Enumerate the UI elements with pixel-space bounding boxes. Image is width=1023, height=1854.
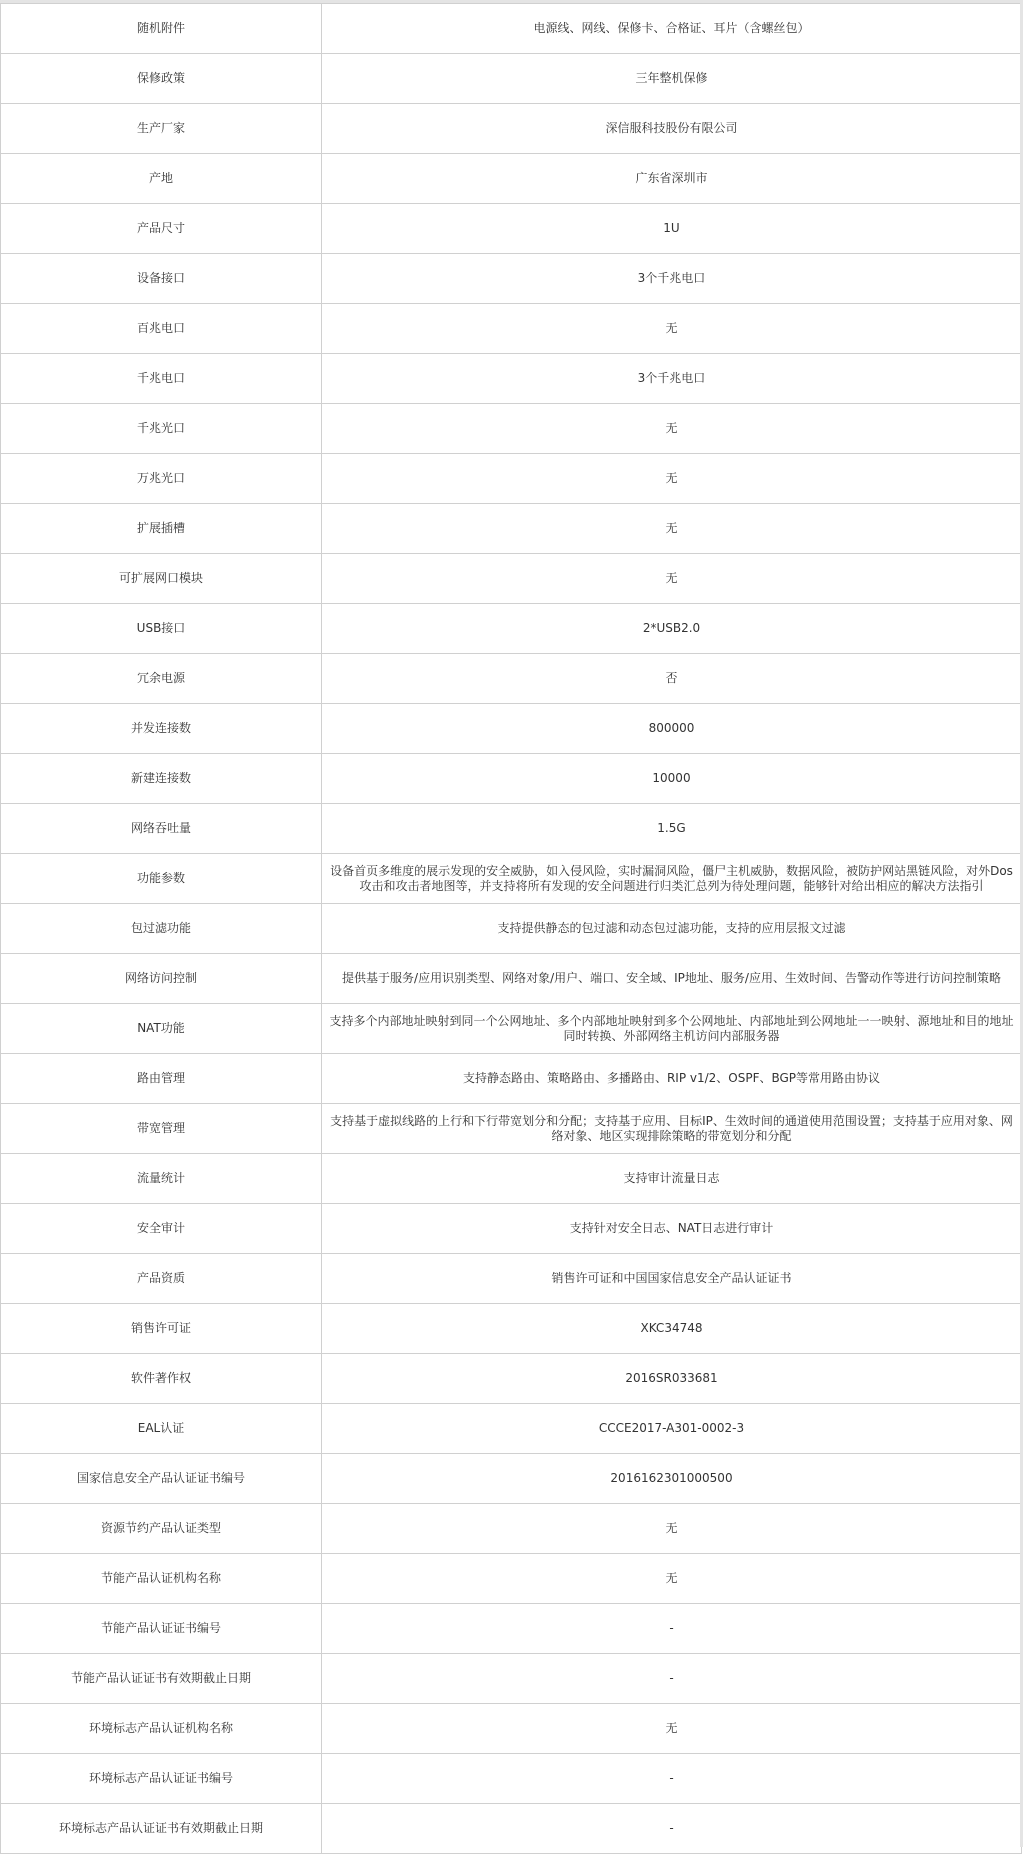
spec-label: 可扩展网口模块 [1,554,322,604]
spec-value: 支持基于虚拟线路的上行和下行带宽划分和分配；支持基于应用、目标IP、生效时间的通道使用范围设置；支持基于应用对象、网络对象、地区实现排除策略的带宽划分和分配 [322,1104,1022,1154]
table-row [1,204,1022,254]
spec-label: 百兆电口 [1,304,322,354]
spec-value: 否 [322,654,1022,704]
table-row [1,1654,1022,1704]
spec-value: 无 [322,304,1022,354]
spec-label: 新建连接数 [1,754,322,804]
spec-label: 千兆电口 [1,354,322,404]
table-row [1,754,1022,804]
table-row [1,104,1022,154]
spec-value: 支持静态路由、策略路由、多播路由、RIP v1/2、OSPF、BGP等常用路由协议 [322,1054,1022,1104]
table-row [1,254,1022,304]
spec-label: 产品资质 [1,1254,322,1304]
table-row [1,354,1022,404]
spec-label: 环境标志产品认证机构名称 [1,1704,322,1754]
spec-value: 支持针对安全日志、NAT日志进行审计 [322,1204,1022,1254]
table-row [1,1604,1022,1654]
spec-value: 设备首页多维度的展示发现的安全威胁，如入侵风险，实时漏洞风险，僵尸主机威胁，数据风险，被防护网站黑链风险，对外Dos攻击和攻击者地图等，并支持将所有发现的安全问题进行归类汇总列为待处理问题，能够针对给出相应的解决方法指引 [322,854,1022,904]
spec-value: 支持审计流量日志 [322,1154,1022,1204]
spec-label: 节能产品认证证书有效期截止日期 [1,1654,322,1704]
spec-label: 设备接口 [1,254,322,304]
spec-label: 功能参数 [1,854,322,904]
spec-label: EAL认证 [1,1404,322,1454]
table-row [1,704,1022,754]
table-row [1,554,1022,604]
table-row [1,1004,1022,1054]
spec-label: 产地 [1,154,322,204]
spec-label: 安全审计 [1,1204,322,1254]
spec-value: 无 [322,1554,1022,1604]
spec-value: CCCE2017-A301-0002-3 [322,1404,1022,1454]
table-row [1,1254,1022,1304]
spec-label: 资源节约产品认证类型 [1,1504,322,1554]
table-row [1,304,1022,354]
spec-label: 网络吞吐量 [1,804,322,854]
table-row [1,54,1022,104]
spec-label: 随机附件 [1,4,322,54]
table-row [1,1404,1022,1454]
spec-label: 软件著作权 [1,1354,322,1404]
table-row [1,654,1022,704]
spec-value: 无 [322,404,1022,454]
spec-value: 广东省深圳市 [322,154,1022,204]
spec-value: 2*USB2.0 [322,604,1022,654]
table-row [1,154,1022,204]
spec-value: 1U [322,204,1022,254]
spec-value: - [322,1604,1022,1654]
spec-label: 产品尺寸 [1,204,322,254]
spec-value: 支持多个内部地址映射到同一个公网地址、多个内部地址映射到多个公网地址、内部地址到公网地址一一映射、源地址和目的地址同时转换、外部网络主机访问内部服务器 [322,1004,1022,1054]
spec-value: 2016162301000500 [322,1454,1022,1504]
table-row [1,1054,1022,1104]
table-row [1,454,1022,504]
table-row [1,954,1022,1004]
spec-value: 三年整机保修 [322,54,1022,104]
spec-label: 网络访问控制 [1,954,322,1004]
spec-value: 销售许可证和中国国家信息安全产品认证证书 [322,1254,1022,1304]
spec-value: 无 [322,504,1022,554]
spec-value: 无 [322,1704,1022,1754]
spec-value: 支持提供静态的包过滤和动态包过滤功能，支持的应用层报文过滤 [322,904,1022,954]
spec-table [0,3,1022,1854]
spec-label: 节能产品认证证书编号 [1,1604,322,1654]
spec-label: 保修政策 [1,54,322,104]
spec-value: 3个千兆电口 [322,354,1022,404]
table-row [1,1804,1022,1854]
spec-value: 1.5G [322,804,1022,854]
spec-value: 3个千兆电口 [322,254,1022,304]
table-row [1,404,1022,454]
spec-label: 带宽管理 [1,1104,322,1154]
spec-value: 无 [322,454,1022,504]
spec-value: 无 [322,554,1022,604]
table-row [1,1104,1022,1154]
spec-value: 10000 [322,754,1022,804]
table-row [1,904,1022,954]
spec-label: NAT功能 [1,1004,322,1054]
spec-label: 并发连接数 [1,704,322,754]
spec-label: 扩展插槽 [1,504,322,554]
spec-value: 提供基于服务/应用识别类型、网络对象/用户、端口、安全域、IP地址、服务/应用、生效时间、告警动作等进行访问控制策略 [322,954,1022,1004]
table-row [1,4,1022,54]
spec-value: - [322,1754,1022,1804]
table-row [1,1704,1022,1754]
table-row [1,804,1022,854]
spec-label: 生产厂家 [1,104,322,154]
table-row [1,604,1022,654]
spec-value: 电源线、网线、保修卡、合格证、耳片（含螺丝包） [322,4,1022,54]
spec-value: 深信服科技股份有限公司 [322,104,1022,154]
table-row [1,1154,1022,1204]
table-row [1,1754,1022,1804]
spec-label: 包过滤功能 [1,904,322,954]
spec-value: - [322,1654,1022,1704]
table-row [1,1504,1022,1554]
spec-label: 环境标志产品认证证书编号 [1,1754,322,1804]
spec-value: - [322,1804,1022,1854]
spec-value: XKC34748 [322,1304,1022,1354]
table-row [1,1454,1022,1504]
spec-label: 冗余电源 [1,654,322,704]
spec-value: 800000 [322,704,1022,754]
spec-label: 万兆光口 [1,454,322,504]
spec-value: 无 [322,1504,1022,1554]
spec-label: 环境标志产品认证证书有效期截止日期 [1,1804,322,1854]
spec-label: 流量统计 [1,1154,322,1204]
table-row [1,504,1022,554]
spec-label: 节能产品认证机构名称 [1,1554,322,1604]
table-row [1,854,1022,904]
table-row [1,1354,1022,1404]
spec-label: USB接口 [1,604,322,654]
spec-label: 国家信息安全产品认证证书编号 [1,1454,322,1504]
table-row [1,1204,1022,1254]
spec-value: 2016SR033681 [322,1354,1022,1404]
spec-label: 路由管理 [1,1054,322,1104]
table-row [1,1304,1022,1354]
spec-label: 销售许可证 [1,1304,322,1354]
table-row [1,1554,1022,1604]
spec-label: 千兆光口 [1,404,322,454]
